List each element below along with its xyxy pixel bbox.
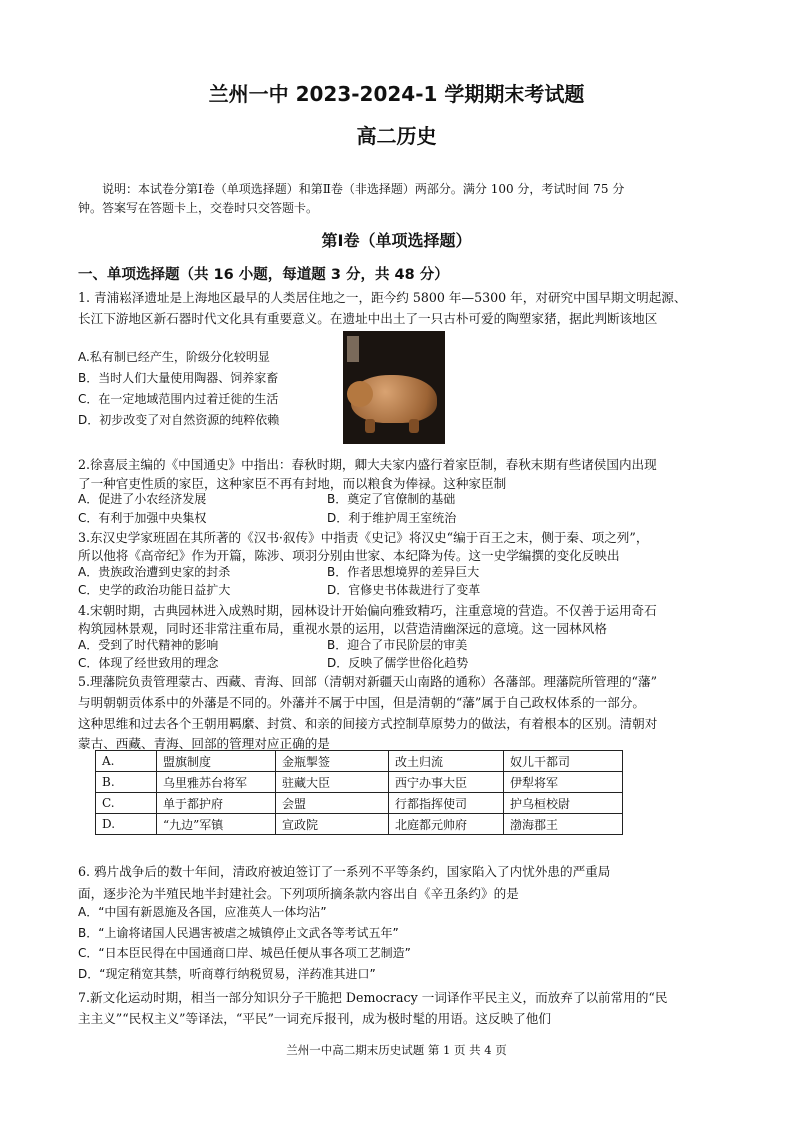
q5-cell: 宣政院 — [276, 814, 389, 835]
q4-option-b[interactable]: B．迎合了市民阶层的审美 — [327, 638, 468, 652]
q5-row-a[interactable] — [96, 751, 623, 772]
q5-cell: 奴儿干都司 — [504, 751, 623, 772]
q4-line1: 4.宋朝时期，古典园林进入成熟时期，园林设计开始偏向雅致精巧，注重意境的营造。不仅善于运用奇石 — [78, 603, 657, 618]
q5-cell: 改土归流 — [389, 751, 504, 772]
subject-title: 高二历史 — [356, 124, 437, 148]
q3-line2: 所以他将《高帝纪》作为开篇，陈涉、项羽分别由世家、本纪降为传。这一史学编撰的变化反映出 — [78, 548, 620, 563]
exam-title: 兰州一中 2023-2024-1 学期期末考试题 — [208, 82, 585, 106]
q6-option-c[interactable]: C．“日本臣民得在中国通商口岸、城邑任便从事各项工艺制造” — [78, 946, 411, 960]
q5-cell: 西宁办事大臣 — [389, 772, 504, 793]
q3-option-b[interactable]: B．作者思想境界的差异巨大 — [327, 565, 480, 579]
pig-leg-icon — [409, 419, 419, 433]
artifact-label-icon — [347, 336, 359, 362]
q5-cell: 渤海郡王 — [504, 814, 623, 835]
q5-cell: 护乌桓校尉 — [504, 793, 623, 814]
q1-option-c[interactable]: C．在一定地域范围内过着迁徙的生活 — [78, 392, 279, 406]
q7-line1: 7.新文化运动时期，相当一部分知识分子干脆把 Democracy 一词译作平民主义，而放弃了以前常用的“民 — [78, 990, 668, 1005]
q5-cell: 会盟 — [276, 793, 389, 814]
q4-option-d[interactable]: D．反映了儒学世俗化趋势 — [327, 656, 469, 670]
q3-line1: 3.东汉史学家班固在其所著的《汉书·叙传》中指责《史记》将汉史“编于百王之末，侧于秦、项之列”， — [78, 530, 649, 545]
q5-cell: A. — [96, 751, 157, 772]
q5-cell: C. — [96, 793, 157, 814]
q2-option-a[interactable]: A．促进了小农经济发展 — [78, 492, 207, 506]
q4-line2: 构筑园林景观，同时还非常注重布局，重视水景的运用，以营造清幽深远的意境。这一园林风格 — [78, 621, 607, 636]
page-footer: 兰州一中高二期末历史试题 第 1 页 共 4 页 — [286, 1043, 507, 1057]
q5-line3: 这种思维和过去各个王朝用羁縻、封赏、和亲的间接方式控制草原势力的做法，有着根本的区别。清朝对 — [78, 716, 658, 731]
q5-cell: 盟旗制度 — [157, 751, 276, 772]
q1-option-d[interactable]: D．初步改变了对自然资源的纯粹依赖 — [78, 413, 280, 427]
q6-line2: 面，逐步沦为半殖民地半封建社会。下列项所摘条款内容出自《辛丑条约》的是 — [78, 886, 519, 901]
q5-cell: B. — [96, 772, 157, 793]
q5-cell: 行都指挥使司 — [389, 793, 504, 814]
q5-row-d[interactable] — [96, 814, 623, 835]
q2-line1: 2.徐喜辰主编的《中国通史》中指出：春秋时期，卿大夫家内盛行着家臣制，春秋末期有些诸侯国内出现 — [78, 457, 657, 472]
instructions-line2: 钟。答案写在答题卡上，交卷时只交答题卡。 — [78, 201, 319, 215]
pottery-pig-image — [343, 331, 445, 444]
q2-option-d[interactable]: D．利于维护周王室统治 — [327, 511, 457, 525]
q2-option-c[interactable]: C．有利于加强中央集权 — [78, 511, 207, 525]
instructions-line1: 说明：本试卷分第Ⅰ卷（单项选择题）和第Ⅱ卷（非选择题）两部分。满分 100 分，考试时间 75 分 — [102, 182, 625, 196]
q5-cell: 驻藏大臣 — [276, 772, 389, 793]
q5-cell: D. — [96, 814, 157, 835]
q4-option-a[interactable]: A．受到了时代精神的影响 — [78, 638, 219, 652]
q5-cell: 伊犁将军 — [504, 772, 623, 793]
q5-cell: 金瓶掣签 — [276, 751, 389, 772]
q7-line2: 主主义”“民权主义”等译法，“平民”一词充斥报刊，成为极时髦的用语。这反映了他们 — [78, 1011, 551, 1026]
q5-row-b[interactable] — [96, 772, 623, 793]
q5-line2: 与明朝朝贡体系中的外藩是不同的。外藩并不属于中国，但是清朝的“藩”属于自己政权体系的一部分。 — [78, 695, 646, 710]
part-title: 一、单项选择题（共 16 小题，每道题 3 分，共 48 分） — [78, 267, 449, 283]
q5-cell: “九边”军镇 — [157, 814, 276, 835]
q5-cell: 单于都护府 — [157, 793, 276, 814]
q6-option-a[interactable]: A．“中国有新恩施及各国，应准英人一体均沾” — [78, 905, 327, 919]
q5-line4: 蒙古、西藏、青海、回部的管理对应正确的是 — [78, 736, 330, 751]
q3-option-d[interactable]: D．官修史书体裁进行了变革 — [327, 583, 481, 597]
q5-line1: 5.理藩院负责管理蒙古、西藏、青海、回部（清朝对新疆天山南路的通称）各藩部。理藩院所管理的“藩” — [78, 674, 658, 689]
q1-option-b[interactable]: B．当时人们大量使用陶器、饲养家畜 — [78, 371, 279, 385]
q3-option-c[interactable]: C．史学的政治功能日益扩大 — [78, 583, 231, 597]
q5-options-table — [95, 750, 623, 835]
q4-option-c[interactable]: C．体现了经世致用的理念 — [78, 656, 219, 670]
pig-leg-icon — [365, 419, 375, 433]
q2-option-b[interactable]: B．奠定了官僚制的基础 — [327, 492, 456, 506]
q5-cell: 乌里雅苏台将军 — [157, 772, 276, 793]
q1-option-a[interactable]: A.私有制已经产生，阶级分化较明显 — [78, 350, 270, 364]
pig-head-icon — [347, 381, 373, 407]
q1-line2: 长江下游地区新石器时代文化具有重要意义。在遗址中出土了一只古朴可爱的陶塑家猪，据此判断该地区 — [78, 311, 658, 326]
q5-cell: 北庭都元帅府 — [389, 814, 504, 835]
q6-option-b[interactable]: B．“上谕将诸国人民遇害被虐之城镇停止文武各等考试五年” — [78, 926, 399, 940]
q3-option-a[interactable]: A．贵族政治遭到史家的封杀 — [78, 565, 231, 579]
q6-option-d[interactable]: D．“现定稍宽其禁，听商尊行纳税贸易，洋药准其进口” — [78, 967, 376, 981]
q1-line1: 1. 青浦崧泽遗址是上海地区最早的人类居住地之一，距今约 5800 年—5300 年，对研究中国早期文明起源、 — [78, 290, 687, 305]
q5-row-c[interactable] — [96, 793, 623, 814]
q2-line2: 了一种官吏性质的家臣，这种家臣不再有封地，而以粮食为俸禄。这种家臣制 — [78, 476, 507, 491]
section-title: 第Ⅰ卷（单项选择题） — [321, 231, 472, 250]
q6-line1: 6. 鸦片战争后的数十年间，清政府被迫签订了一系列不平等条约，国家陷入了内忧外患的严重局 — [78, 864, 611, 879]
